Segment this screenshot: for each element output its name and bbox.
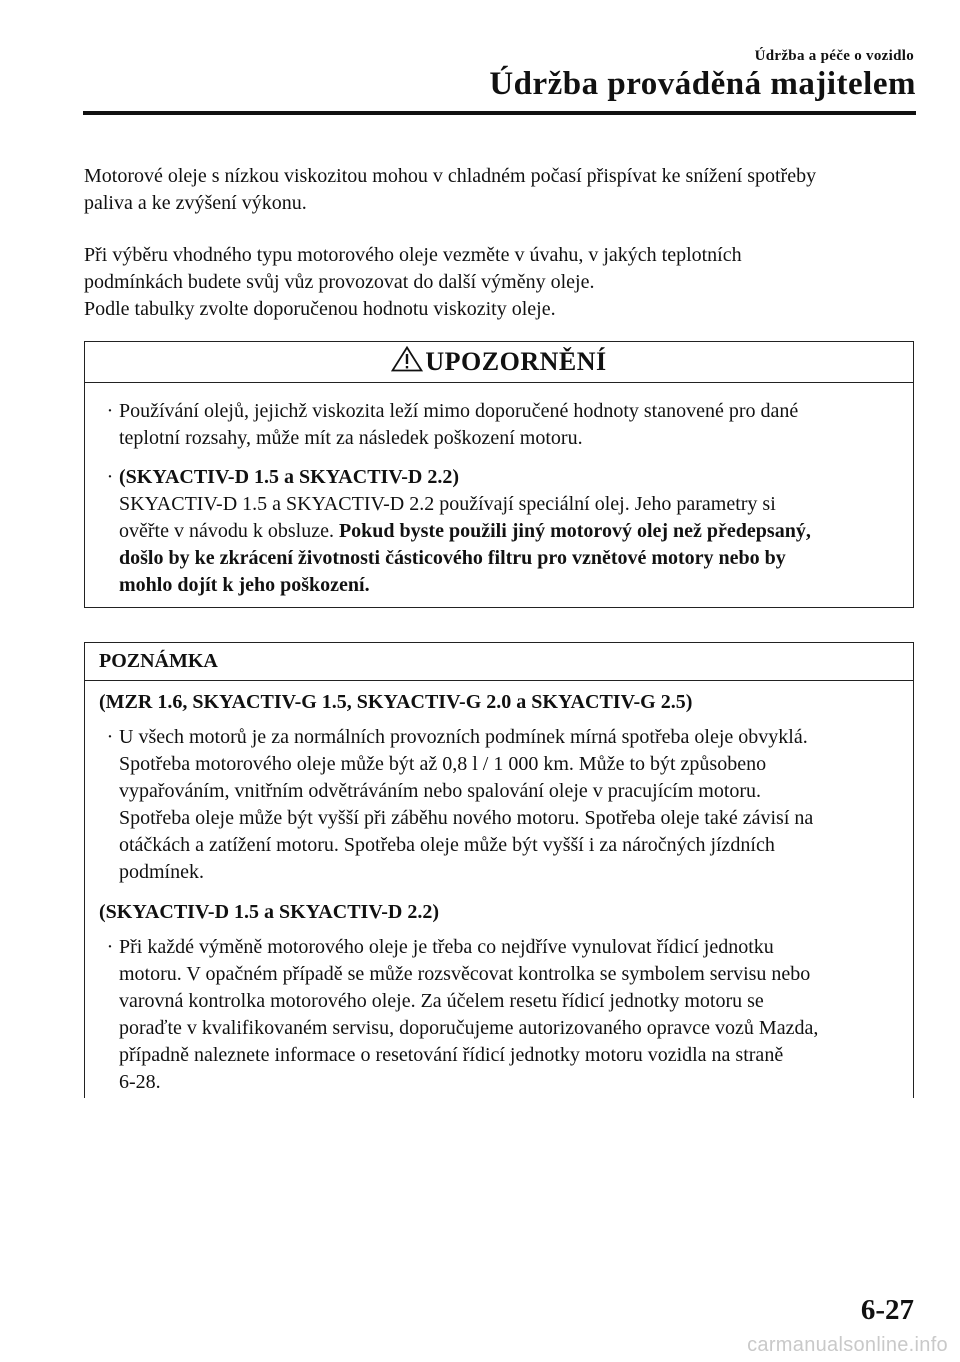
text-line: Při každé výměně motorového oleje je třeba co nejdříve vynulovat řídicí jednotku [119, 936, 774, 958]
note-item-1 [101, 724, 901, 886]
text-line: Podle tabulky zvolte doporučenou hodnotu viskozity oleje. [84, 298, 556, 320]
text-line: Používání olejů, jejichž viskozita leží mimo doporučené hodnoty stanovené pro dané [119, 400, 799, 422]
intro-paragraph-2 [84, 242, 914, 323]
header-rule [83, 111, 916, 115]
text-line: podmínkách budete svůj vůz provozovat do další výměny oleje. [84, 271, 595, 293]
caution-box [84, 341, 914, 608]
text-line: Spotřeba oleje může být vyšší při záběhu nového motoru. Spotřeba oleje také závisí na [119, 807, 814, 829]
page-title: Údržba prováděná majitelem [489, 66, 916, 102]
text-line: poraďte v kvalifikovaném servisu, doporučujeme autorizovaného opravce vozů Mazda, [119, 1017, 819, 1039]
text-line: podmínek. [119, 861, 204, 883]
caution-title: UPOZORNĚNÍ [425, 347, 607, 376]
text-line: varovná kontrolka motorového oleje. Za účelem resetu řídicí jednotky motoru se [119, 990, 764, 1012]
text-line: Spotřeba motorového oleje může být až 0,8 l / 1 000 km. Může to být způsobeno [119, 753, 767, 775]
note-item-2 [101, 934, 901, 1096]
caution-item-1 [101, 398, 901, 452]
bullet: · [106, 726, 114, 748]
text-line [119, 518, 901, 545]
note-group-heading: (MZR 1.6, SKYACTIV-G 1.5, SKYACTIV-G 2.0 a SKYACTIV-G 2.5) [99, 691, 693, 713]
caution-item-2 [101, 464, 901, 599]
text-line: 6-28. [119, 1071, 161, 1093]
intro-paragraph-1 [84, 163, 914, 217]
page-number: 6-27 [860, 1294, 914, 1326]
warning-triangle-icon [391, 344, 423, 370]
bullet: · [106, 400, 114, 422]
text-line: teplotní rozsahy, může mít za následek poškození motoru. [119, 427, 583, 449]
text-line: Při výběru vhodného typu motorového oleje vezměte v úvahu, v jakých teplotních [84, 244, 742, 266]
text-line: SKYACTIV-D 1.5 a SKYACTIV-D 2.2 používají speciální olej. Jeho parametry si [119, 493, 776, 515]
watermark: carmanualsonline.info [747, 1334, 948, 1356]
text-line: motoru. V opačném případě se může rozsvěcovat kontrolka se symbolem servisu nebo [119, 963, 811, 985]
text-line: paliva a ke zvýšení výkonu. [84, 192, 307, 214]
bullet: · [106, 936, 114, 958]
header-section-label: Údržba a péče o vozidlo [754, 48, 914, 64]
text-line: U všech motorů je za normálních provozních podmínek mírná spotřeba oleje obvyklá. [119, 726, 808, 748]
text-line: případně naleznete informace o resetování řídicí jednotky motoru vozidla na straně [119, 1044, 784, 1066]
note-header: POZNÁMKA [85, 643, 913, 681]
text-normal: ověřte v návodu k obsluze. [119, 520, 339, 542]
text-line: Motorové oleje s nízkou viskozitou mohou v chladném počasí přispívat ke snížení spotřeby [84, 165, 817, 187]
text-line: otáčkách a zatížení motoru. Spotřeba oleje může být vyšší i za náročných jízdních [119, 834, 775, 856]
caution-header [85, 342, 913, 383]
text-line-bold: mohlo dojít k jeho poškození. [119, 574, 370, 596]
note-group-heading: (SKYACTIV-D 1.5 a SKYACTIV-D 2.2) [99, 901, 440, 923]
text-bold: Pokud byste použili jiný motorový olej než předepsaný, [338, 520, 811, 542]
text-line-bold: došlo by ke zkrácení životnosti částicového filtru pro vznětové motory nebo by [119, 547, 786, 569]
caution-item-heading: (SKYACTIV-D 1.5 a SKYACTIV-D 2.2) [119, 466, 460, 488]
text-line: vypařováním, vnitřním odvětráváním nebo spalování oleje v pracujícím motoru. [119, 780, 762, 802]
note-box [84, 642, 914, 1098]
bullet: · [106, 466, 114, 488]
